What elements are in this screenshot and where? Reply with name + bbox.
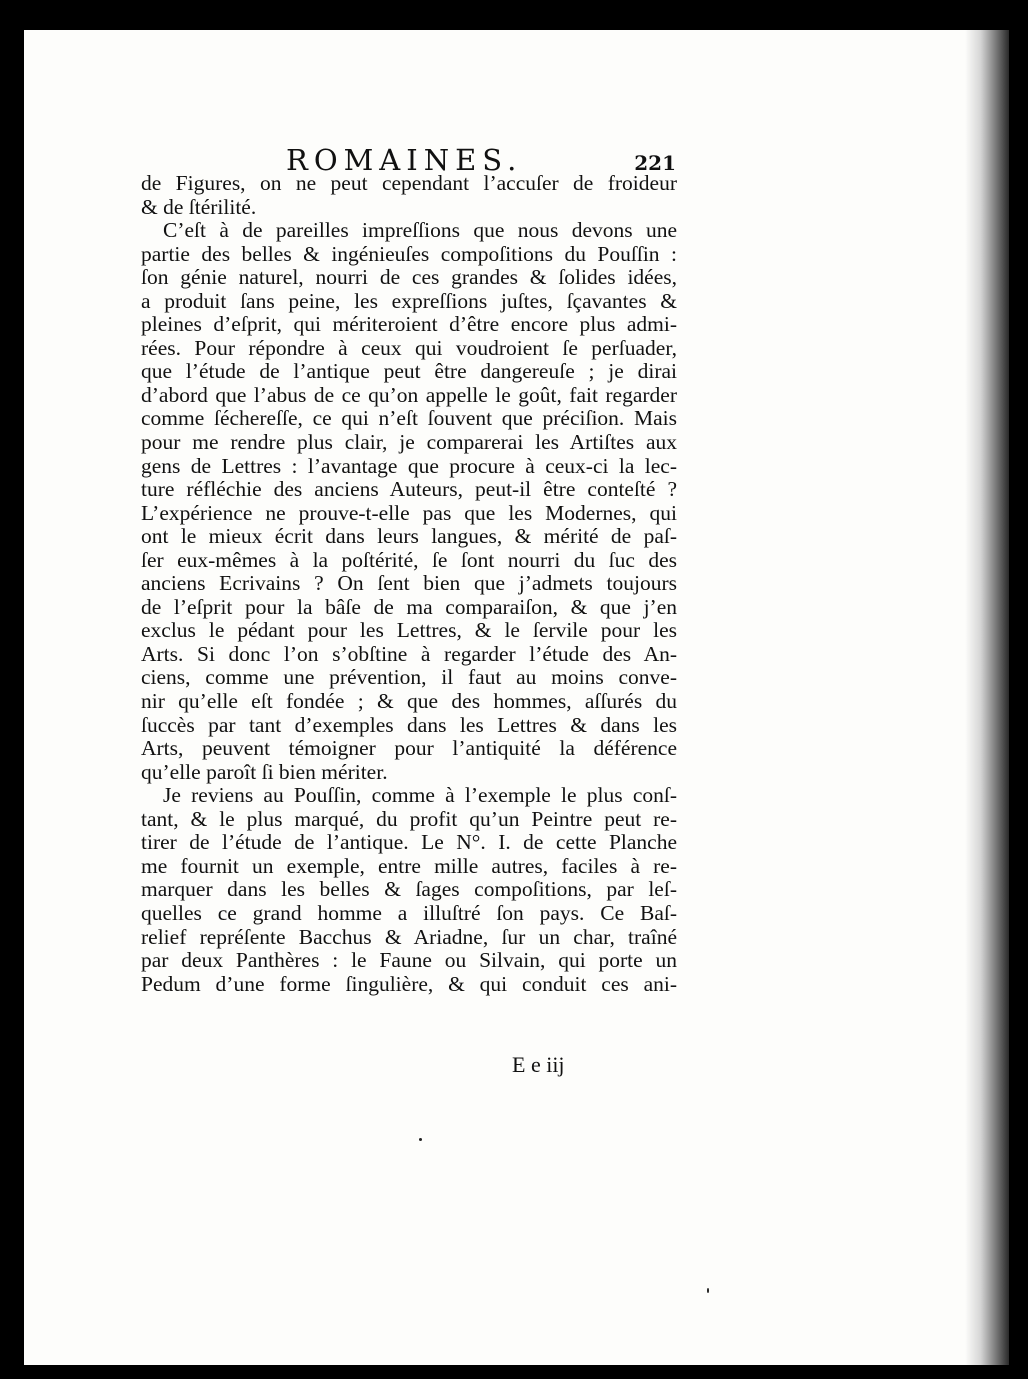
text-line: d’abord que l’abus de ce qu’on appelle le goût, fait regarder bbox=[141, 383, 677, 407]
text-line: qu’elle paroît ſi bien mériter. bbox=[141, 760, 388, 784]
text-line: anciens Ecrivains ? On ſent bien que j’admets toujours bbox=[141, 572, 677, 596]
text-line: marquer dans les belles & ſages compoſitions, par leſ- bbox=[141, 878, 677, 902]
text-line: L’expérience ne prouve-t-elle pas que les Modernes, qui bbox=[141, 501, 677, 525]
page-gutter-shadow bbox=[965, 30, 1009, 1365]
text-line: que l’étude de l’antique peut être dangereuſe ; je dirai bbox=[141, 360, 677, 384]
text-line: exclus le pédant pour les Lettres, & le ſervile pour les bbox=[141, 619, 677, 643]
text-line: nir qu’elle eſt fondée ; & que des hommes, aſſurés du bbox=[141, 690, 677, 714]
text-line: ont le mieux écrit dans leurs langues, & mérité de paſ- bbox=[141, 525, 677, 549]
text-line: par deux Panthères : le Faune ou Silvain, qui porte un bbox=[141, 949, 677, 973]
page-number: 221 bbox=[634, 151, 676, 175]
text-line: ture réfléchie des anciens Auteurs, peut-il être conteſté ? bbox=[141, 478, 677, 502]
text-line: de Figures, on ne peut cependant l’accuſer de froideur bbox=[141, 172, 677, 195]
text-line: tirer de l’étude de l’antique. Le N°. I. de cette Planche bbox=[141, 831, 677, 855]
running-head: ROMAINES. bbox=[286, 143, 523, 177]
paragraph-3 bbox=[141, 784, 677, 996]
text-line: partie des belles & ingénieuſes compoſitions du Pouſſin : bbox=[141, 242, 677, 266]
text-line: a produit ſans peine, les expreſſions juſtes, ſçavantes & bbox=[141, 289, 677, 313]
text-line: me fournit un exemple, entre mille autres, faciles à re- bbox=[141, 854, 677, 878]
text-line: ſuccès par tant d’exemples dans les Lettres & dans les bbox=[141, 713, 677, 737]
text-line: Arts, peuvent témoigner pour l’antiquité la déférence bbox=[141, 737, 677, 761]
paragraph-2 bbox=[141, 219, 677, 784]
text-line: ciens, comme une prévention, il faut au moins conve- bbox=[141, 666, 677, 690]
text-line: tant, & le plus marqué, du profit qu’un Peintre peut re- bbox=[141, 807, 677, 831]
text-line: quelles ce grand homme a illuſtré ſon pays. Ce Baſ- bbox=[141, 901, 677, 925]
paper-speck bbox=[419, 1138, 422, 1141]
body-text bbox=[141, 172, 677, 996]
text-line: gens de Lettres : l’avantage que procure à ceux-ci la lec- bbox=[141, 454, 677, 478]
printer-signature: E e iij bbox=[512, 1052, 565, 1077]
text-line: pleines d’eſprit, qui mériteroient d’être encore plus admi- bbox=[141, 313, 677, 337]
text-line: & de ſtérilité. bbox=[141, 195, 257, 219]
text-line: Je reviens au Pouſſin, comme à l’exemple le plus conſ- bbox=[163, 784, 677, 808]
text-line: Pedum d’une forme ſingulière, & qui conduit ces ani- bbox=[141, 972, 677, 996]
text-line: de l’eſprit pour la bâſe de ma comparaiſon, & que j’en bbox=[141, 595, 677, 619]
book-page bbox=[24, 30, 1009, 1365]
text-line: ſon génie naturel, nourri de ces grandes & ſolides idées, bbox=[141, 266, 677, 290]
text-line: rées. Pour répondre à ceux qui voudroient ſe perſuader, bbox=[141, 336, 677, 360]
text-line: ſer eux-mêmes à la poſtérité, ſe ſont nourri du ſuc des bbox=[141, 548, 677, 572]
text-line: comme ſéchereſſe, ce qui n’eſt ſouvent que préciſion. Mais bbox=[141, 407, 677, 431]
text-line: pour me rendre plus clair, je comparerai les Artiſtes aux bbox=[141, 431, 677, 455]
text-line: C’eſt à de pareilles impreſſions que nous devons une bbox=[163, 219, 677, 243]
text-line: Arts. Si donc l’on s’obſtine à regarder l’étude des An- bbox=[141, 642, 677, 666]
paragraph-1 bbox=[141, 172, 677, 219]
paper-speck bbox=[707, 1288, 709, 1293]
text-line: relief repréſente Bacchus & Ariadne, ſur un char, traîné bbox=[141, 925, 677, 949]
